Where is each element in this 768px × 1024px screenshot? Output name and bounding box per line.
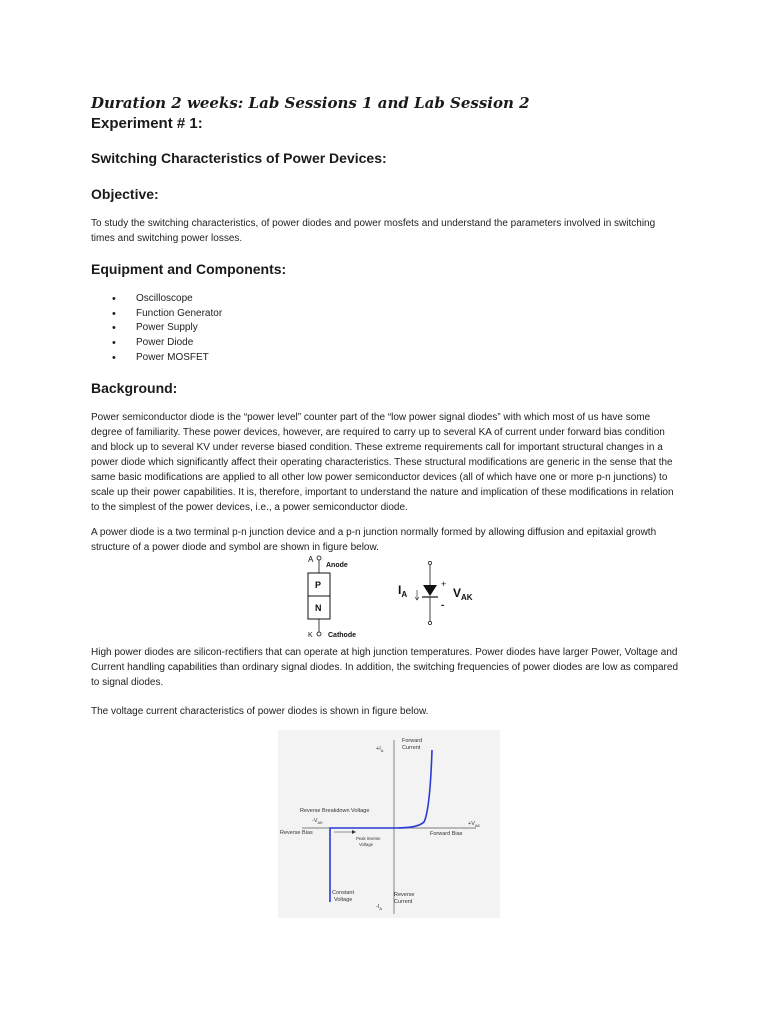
constant-voltage-label-1: Constant bbox=[332, 890, 355, 896]
figure-background bbox=[278, 730, 500, 918]
list-item: • Power MOSFET bbox=[112, 351, 222, 366]
background-paragraph-3: High power diodes are silicon-rectifiers that can operate at high junction temperatures. Power diodes have larger Power, Voltage and Current handling capabilities than ordinary signal diodes. In addition, the switching frequencies of power diodes are low as compared to signal diodes. bbox=[91, 647, 679, 688]
list-item: • Power Supply bbox=[112, 321, 222, 336]
current-label: $I_A$ bbox=[398, 583, 408, 599]
objective-heading: Objective: bbox=[91, 186, 159, 202]
symbol-cathode-terminal bbox=[428, 621, 431, 624]
plus-ia-label: $+I_A$ bbox=[376, 746, 384, 753]
voltage-label: $V_{AK}$ bbox=[453, 586, 473, 602]
symbol-anode-terminal bbox=[428, 561, 431, 564]
objective-text: To study the switching characteristics, of power diodes and power mosfets and understand the parameters involved in switching times and switching power losses. bbox=[91, 218, 656, 244]
peak-reverse-label-1: Peak Inverse bbox=[356, 836, 381, 841]
vi-characteristics-figure bbox=[278, 730, 500, 918]
anode-label: Anode bbox=[326, 562, 348, 569]
reverse-current-label-1: Reverse bbox=[394, 892, 415, 898]
minus-ia-label: $-I_A$ bbox=[376, 904, 383, 911]
plus-sign: + bbox=[441, 579, 447, 589]
forward-bias-label: Forward Bias bbox=[430, 831, 463, 837]
reverse-breakdown-label: Reverse Breakdown Voltage bbox=[300, 808, 370, 814]
reverse-bias-label: Reverse Bias bbox=[280, 830, 313, 836]
background-paragraph-4: The voltage current characteristics of power diodes is shown in figure below. bbox=[91, 706, 429, 717]
diode-symbol-icon bbox=[423, 585, 437, 596]
p-region-label: P bbox=[315, 580, 322, 590]
minus-va-label: $-V_{AK}$ bbox=[312, 818, 323, 825]
peak-reverse-label-2: Voltage bbox=[359, 842, 373, 847]
reverse-current-label-2: Current bbox=[394, 899, 413, 905]
anode-letter: A bbox=[308, 555, 314, 564]
equipment-heading: Equipment and Components: bbox=[91, 261, 287, 277]
duration-line: Duration 2 weeks: Lab Sessions 1 and Lab Session 2 bbox=[91, 94, 530, 112]
cathode-label: Cathode bbox=[328, 632, 356, 639]
document-title: Switching Characteristics of Power Devices: bbox=[91, 150, 387, 166]
anode-terminal bbox=[317, 556, 321, 560]
cathode-terminal bbox=[317, 632, 321, 636]
background-heading: Background: bbox=[91, 380, 178, 396]
forward-current-label-1: Forward bbox=[402, 738, 423, 744]
forward-current-label-2: Current bbox=[402, 745, 421, 751]
minus-sign: - bbox=[441, 600, 445, 611]
constant-voltage-label-2: Voltage bbox=[334, 897, 353, 903]
plus-va-label: $+V_{AK}$ bbox=[468, 821, 481, 828]
cathode-letter: K bbox=[308, 632, 313, 639]
experiment-number: Experiment # 1: bbox=[91, 115, 203, 132]
diode-structure-figure bbox=[300, 553, 480, 643]
equipment-list bbox=[112, 292, 222, 366]
list-item: • Oscilloscope bbox=[112, 292, 222, 307]
list-item: • Function Generator bbox=[112, 307, 222, 322]
list-item: • Power Diode bbox=[112, 336, 222, 351]
n-region-label: N bbox=[315, 603, 322, 613]
background-paragraph-1: Power semiconductor diode is the “power level” counter part of the “low power signal diodes” with which most of us have some degree of familiarity. These power devices, however, are required to carry up to several KA of current under forward bias condition and block up to several KV under reverse biased condition. These extreme requirements call for important structural changes in a power diode which significantly affect their operating characteristics. These structural modifications are generic in the sense that the same basic modifications are applied to all other low power semiconductor devices (all of which have one or more p-n junctions) to scale up their power capabilities. It is, therefore, important to understand the nature and implication of these modifications in relation to the simplest of the power devices, i.e., a power semiconductor diode. bbox=[91, 412, 674, 513]
background-paragraph-2: A power diode is a two terminal p-n junction device and a p-n junction normally formed by allowing diffusion and epitaxial growth structure of a power diode and symbol are shown in figure below. bbox=[91, 527, 657, 553]
